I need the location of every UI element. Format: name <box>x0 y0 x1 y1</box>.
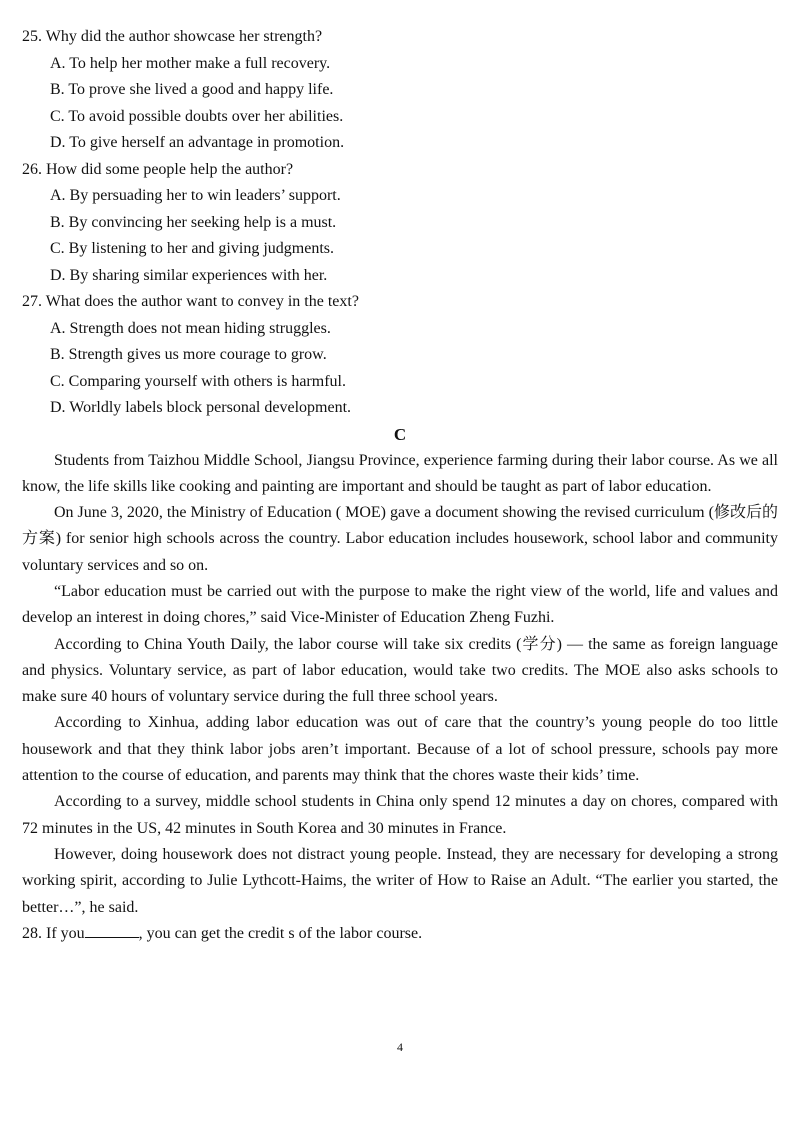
option-a: A. To help her mother make a full recovery. <box>50 54 331 72</box>
question-28 <box>22 921 778 948</box>
option-b: B. By convincing her seeking help is a must. <box>50 213 337 231</box>
question-26 <box>22 157 778 290</box>
question-suffix: , you can get the credit s of the labor course. <box>138 924 423 942</box>
option-c: C. Comparing yourself with others is harmful. <box>50 372 346 390</box>
option-d: D. To give herself an advantage in promotion. <box>50 134 345 151</box>
question-27 <box>22 289 778 422</box>
reading-passage <box>22 448 778 921</box>
option-d: D. By sharing similar experiences with her. <box>50 266 328 284</box>
passage-paragraph: According to China Youth Daily, the labor course will take six credits (学分) — the same as foreign language and physics. Voluntary service, as part of labor education, would take two credits. The MOE also asks schools to make sure 40 hours of voluntary service during the full three school years. <box>22 635 778 706</box>
option-a: A. Strength does not mean hiding struggles. <box>50 319 331 337</box>
page-number: 4 <box>397 1040 403 1054</box>
option-c: C. To avoid possible doubts over her abilities. <box>50 107 344 125</box>
question-stem: 26. How did some people help the author? <box>22 160 294 178</box>
option-a: A. By persuading her to win leaders’ support. <box>50 187 341 204</box>
question-stem: 27. What does the author want to convey in the text? <box>22 293 359 310</box>
option-c: C. By listening to her and giving judgments. <box>50 240 334 257</box>
question-prefix: 28. If you <box>22 924 85 942</box>
question-25 <box>22 24 778 157</box>
passage-paragraph: Students from Taizhou Middle School, Jiangsu Province, experience farming during their labor course. As we all know, the life skills like cooking and painting are important and should be taught as part of labor education. <box>22 451 778 495</box>
section-heading: C <box>393 424 407 444</box>
answer-blank[interactable] <box>85 923 139 938</box>
passage-paragraph: According to a survey, middle school students in China only spend 12 minutes a day on chores, compared with 72 minutes in the US, 42 minutes in South Korea and 30 minutes in France. <box>22 793 778 837</box>
option-d: D. Worldly labels block personal development. <box>50 399 352 416</box>
passage-paragraph: However, doing housework does not distract young people. Instead, they are necessary for developing a strong working spirit, according to Julie Lythcott-Haims, the writer of How to Raise an Adult. “The earlier you started, the better…”, he said. <box>22 845 778 916</box>
exam-page <box>22 24 778 947</box>
passage-paragraph: “Labor education must be carried out with the purpose to make the right view of the world, life and values and develop an interest in doing chores,” said Vice-Minister of Education Zheng Fuzhi. <box>22 582 778 627</box>
question-stem: 25. Why did the author showcase her strength? <box>22 28 323 45</box>
option-b: B. To prove she lived a good and happy life. <box>50 81 334 98</box>
passage-paragraph: On June 3, 2020, the Ministry of Education ( MOE) gave a document showing the revised curriculum (修改后的方案) for senior high schools across the country. Labor education includes housework, school labor and community voluntary services and so on. <box>22 504 778 574</box>
passage-paragraph: According to Xinhua, adding labor education was out of care that the country’s young people do too little housework and that they think labor jobs aren’t important. Because of a lot of school pressure, schools pay more attention to the course of education, and parents may think that the chores waste their kids’ time. <box>22 714 778 785</box>
option-b: B. Strength gives us more courage to grow. <box>50 346 327 363</box>
